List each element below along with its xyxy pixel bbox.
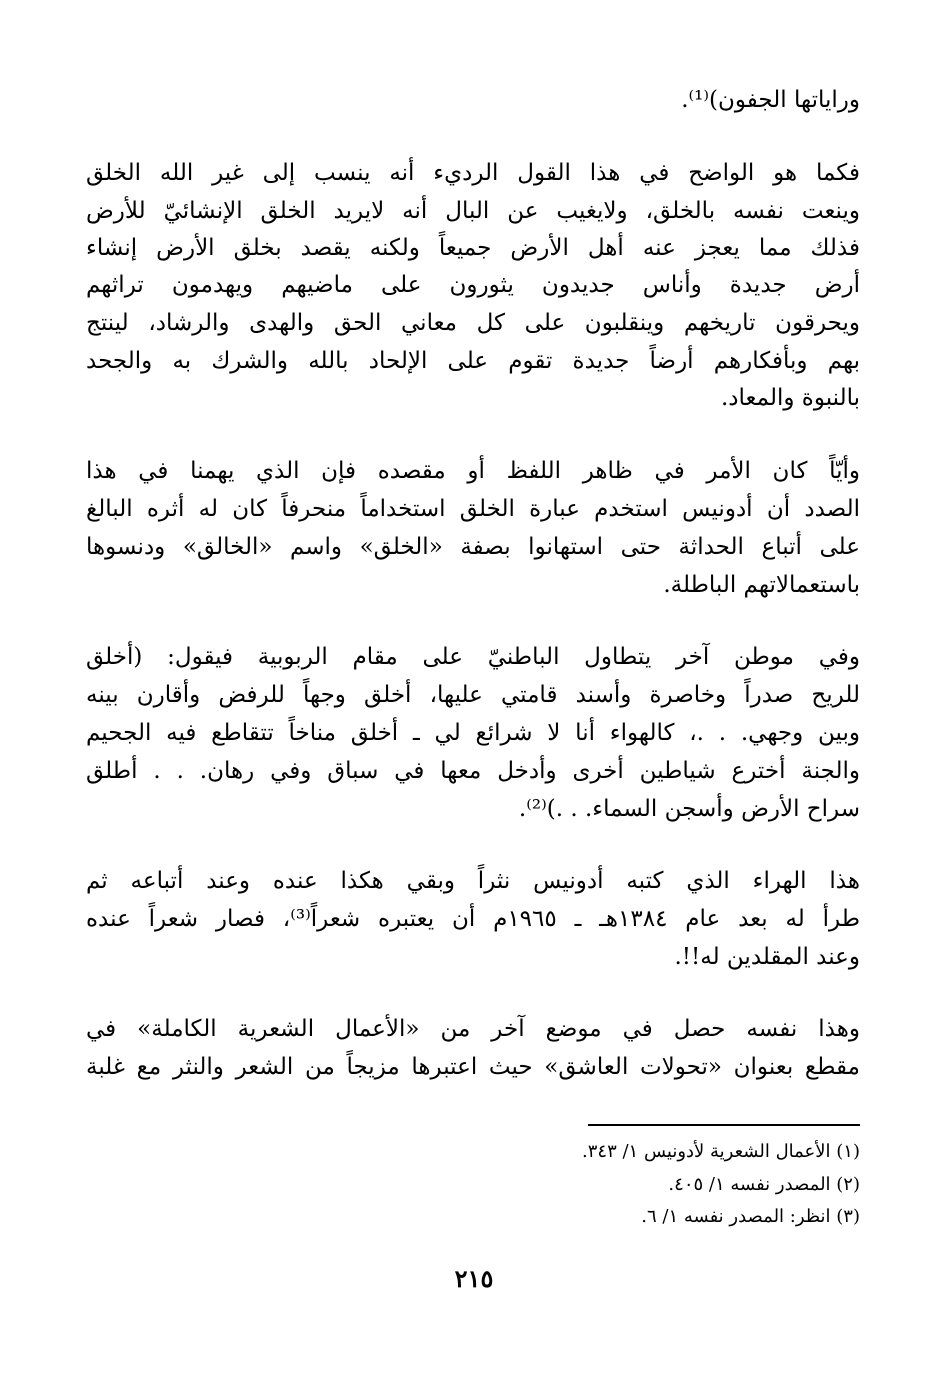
text-line: سراح الأرض وأسجن السماء. . .)⁽²⁾. — [518, 796, 860, 822]
text-line: بالنبوة والمعاد. — [721, 385, 860, 411]
text-line: باستعمالاتهم الباطلة. — [663, 572, 860, 598]
text-line: وبين وجهي. . .، كالهواء أنا لا شرائع لي ـ أخلق مناخاً تتقاطع فيه الجحيم — [86, 720, 860, 746]
text-line: وعند المقلدين له!!. — [674, 944, 860, 970]
footnote-separator — [588, 1124, 860, 1126]
text-line: طرأ له بعد عام ١٣٨٤هـ ـ ١٩٦٥م أن يعتبره شعراً⁽³⁾، فصار شعراً عنده — [86, 906, 861, 932]
text-line: فذلك مما يعجز عنه أهل الأرض جميعاً ولكنه يقصد بخلق الأرض إنشاء — [86, 235, 860, 261]
text-line: مقطع بعنوان «تحولات العاشق» حيث اعتبرها مزيجاً من الشعر والنثر مع غلبة — [86, 1054, 860, 1080]
footnote: (٢) المصدر نفسه ١/ ٤٠٥. — [668, 1174, 860, 1195]
text-line: أرض جديدة وأناس جديدون يثورون على ماضيهم ويهدمون تراثهم — [86, 272, 860, 298]
text-line: على أتباع الحداثة حتى استهانوا بصفة «الخلق» واسم «الخالق» ودنسوها — [86, 534, 860, 560]
footnote: (١) الأعمال الشعرية لأدونيس ١/ ٣٤٣. — [582, 1141, 860, 1162]
page-number: ٢١٥ — [454, 1264, 494, 1293]
footnote: (٣) انظر: المصدر نفسه ١/ ٦. — [641, 1206, 860, 1227]
text-line: وينعت نفسه بالخلق، ولايغيب عن البال أنه لايريد الخلق الإنشائيّ للأرض — [86, 198, 860, 224]
text-line: وفي موطن آخر يتطاول الباطنيّ على مقام الربوبية فيقول: (أخلق — [86, 644, 860, 670]
text-line: وأيّاً كان الأمر في ظاهر اللفظ أو مقصده فإن الذي يهمنا في هذا — [86, 458, 860, 484]
text-line: بهم وبأفكارهم أرضاً جديدة تقوم على الإلحاد بالله والشرك به والجحد — [86, 348, 860, 374]
text-line: وهذا نفسه حصل في موضع آخر من «الأعمال الشعرية الكاملة» في — [86, 1016, 860, 1042]
text-line: ويحرقون تاريخهم وينقلبون على كل معاني الحق والهدى والرشاد، لينتج — [86, 310, 860, 336]
text-line: هذا الهراء الذي كتبه أدونيس نثراً وبقي هكذا عنده وعند أتباعه ثم — [86, 868, 860, 894]
text-line: والجنة أخترع شياطين أخرى وأدخل معها في سباق وفي رهان. . . أطلق — [86, 758, 860, 784]
text-line: ورایاتها الجفون)⁽¹⁾. — [681, 87, 860, 113]
text-line: فكما هو الواضح في هذا القول الرديء أنه ينسب إلى غير الله الخلق — [86, 160, 860, 186]
text-line: للريح صدراً وخاصرة وأسند قامتي عليها، أخلق وجهاً للرفض وأقارن بينه — [86, 682, 860, 708]
text-line: الصدد أن أدونيس استخدم عبارة الخلق استخداماً منحرفاً كان له أثره البالغ — [86, 496, 860, 522]
